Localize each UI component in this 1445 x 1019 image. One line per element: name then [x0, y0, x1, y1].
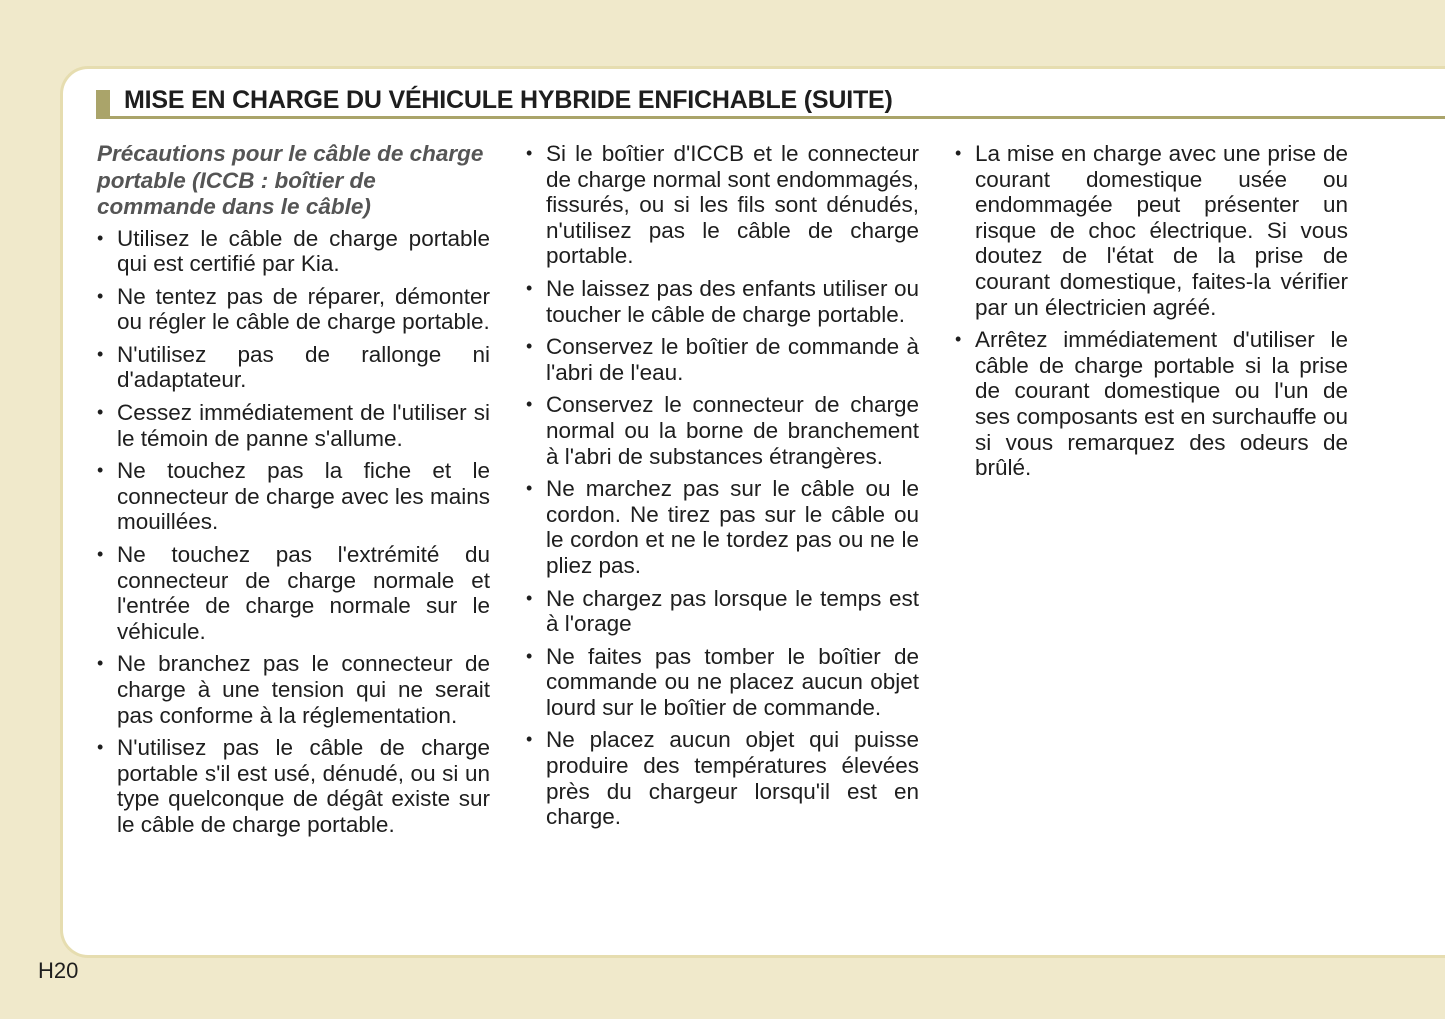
- list-item: • Ne tentez pas de réparer, démonter ou régler le câble de charge portable.: [97, 284, 490, 335]
- col1-bullet-list: [97, 226, 490, 838]
- list-item: • Arrêtez immédiatement d'utiliser le câble de charge portable si la prise de courant domestique ou l'un de ses composants est en surchauffe ou si vous remarquez des odeurs de brûlé.: [955, 327, 1348, 481]
- list-item: • Ne chargez pas lorsque le temps est à l'orage: [526, 586, 919, 637]
- page-number: H20: [38, 958, 79, 983]
- list-item: • Ne touchez pas l'extrémité du connecteur de charge normale et l'entrée de charge normale sur le véhicule.: [97, 542, 490, 644]
- list-item: • Ne placez aucun objet qui puisse produire des températures élevées près du chargeur lorsqu'il est en charge.: [526, 727, 919, 829]
- list-item: • Si le boîtier d'ICCB et le connecteur de charge normal sont endommagés, fissurés, ou si les fils sont dénudés, n'utilisez pas le câble de charge portable.: [526, 141, 919, 269]
- list-item: • Utilisez le câble de charge portable qui est certifié par Kia.: [97, 226, 490, 277]
- subtitle: Précautions pour le câble de charge portable (ICCB : boîtier de commande dans le câble): [97, 141, 484, 219]
- header-accent-bar: [96, 90, 110, 118]
- page-title: MISE EN CHARGE DU VÉHICULE HYBRIDE ENFICHABLE (SUITE): [124, 86, 893, 114]
- list-item: • Conservez le boîtier de commande à l'abri de l'eau.: [526, 334, 919, 385]
- list-item: • N'utilisez pas le câble de charge portable s'il est usé, dénudé, ou si un type quelconque de dégât existe sur le câble de charge portable.: [97, 735, 490, 837]
- column-1: [97, 141, 490, 845]
- list-item: • Ne marchez pas sur le câble ou le cordon. Ne tirez pas sur le câble ou le cordon et ne le tordez pas ou ne le pliez pas.: [526, 476, 919, 578]
- col3-bullet-list: [955, 141, 1348, 481]
- list-item: • Ne laissez pas des enfants utiliser ou toucher le câble de charge portable.: [526, 276, 919, 327]
- column-3: [955, 141, 1348, 488]
- column-2: [526, 141, 919, 837]
- list-item: • Ne branchez pas le connecteur de charge à une tension qui ne serait pas conforme à la réglementation.: [97, 651, 490, 728]
- list-item: • Ne touchez pas la fiche et le connecteur de charge avec les mains mouillées.: [97, 458, 490, 535]
- list-item: • Conservez le connecteur de charge normal ou la borne de branchement à l'abri de substances étrangères.: [526, 392, 919, 469]
- col2-bullet-list: [526, 141, 919, 830]
- list-item: • La mise en charge avec une prise de courant domestique usée ou endommagée peut présenter un risque de choc électrique. Si vous doutez de l'état de la prise de courant domestique, faites-la vérifier par un électricien agréé.: [955, 141, 1348, 320]
- list-item: • Ne faites pas tomber le boîtier de commande ou ne placez aucun objet lourd sur le boîtier de commande.: [526, 644, 919, 721]
- list-item: • Cessez immédiatement de l'utiliser si le témoin de panne s'allume.: [97, 400, 490, 451]
- section-header: [96, 86, 1445, 119]
- list-item: • N'utilisez pas de rallonge ni d'adaptateur.: [97, 342, 490, 393]
